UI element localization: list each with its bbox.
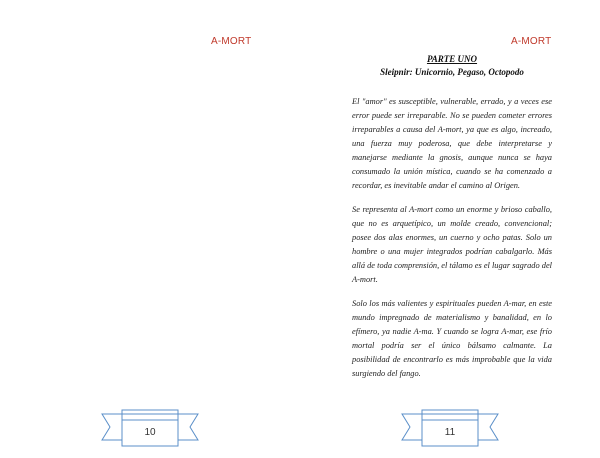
page-number: 10	[144, 427, 156, 438]
paragraph: El "amor" es susceptible, vulnerable, errado, y a veces ese error puede ser irreparable. No se pueden cometer errores irreparables a causa del A-mort, ya que es algo, increado, una fuerza muy poderosa, que debe interpretarse y manejarse mediante la gnosis, aunque nunca se haya consumado la unión mística, cuando se ha comenzado a recordar, es inevitable andar el camino al Origen.	[352, 97, 552, 190]
running-head: A-MORT	[211, 36, 252, 47]
part-title: PARTE UNO	[426, 54, 478, 64]
page-number: 11	[444, 427, 456, 438]
chapter-subtitle: Sleipnir: Unicornio, Pegaso, Octopodo	[380, 67, 524, 77]
paragraph: Se representa al A-mort como un enorme y brioso caballo, que no es arquetípico, un molde creado, convencional; posee dos alas enormes, un cuerno y ocho patas. Solo un hombre o una mujer integrados podrían cabalgarlo. Más allá de toda comprensión, el tálamo es el lugar sagrado del A-mort.	[352, 205, 552, 284]
right-page	[300, 0, 600, 458]
body-text	[352, 95, 552, 391]
running-head: A-MORT	[511, 36, 552, 47]
page-number-ribbon	[100, 406, 200, 452]
page-number-ribbon	[400, 406, 500, 452]
paragraph: Solo los más valientes y espirituales pueden A-mar, en este mundo impregnado de materialismo y banalidad, en lo efímero, ya nadie A-ma. Y cuando se logra A-mar, ese frío mortal podría ser el único bálsamo calmante. La posibilidad de encontrarlo es más improbable que la vida surgiendo del fango.	[352, 299, 552, 378]
